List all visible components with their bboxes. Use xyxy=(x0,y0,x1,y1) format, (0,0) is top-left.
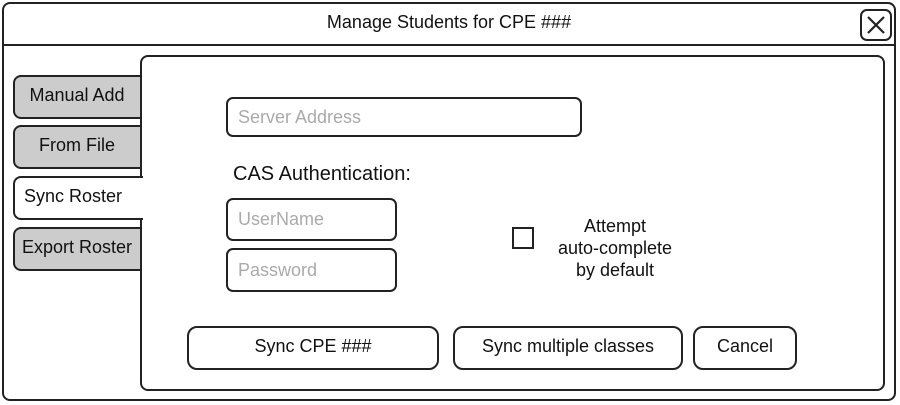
tab-export-roster[interactable]: Export Roster xyxy=(13,227,153,271)
autocomplete-label-line: auto-complete xyxy=(557,238,673,258)
autocomplete-checkbox[interactable] xyxy=(512,227,534,249)
password-input[interactable] xyxy=(226,248,397,292)
sync-multiple-classes-button[interactable]: Sync multiple classes xyxy=(453,326,683,370)
tab-manual-add[interactable]: Manual Add xyxy=(13,75,153,119)
tab-from-file[interactable]: From File xyxy=(13,125,153,169)
sync-cpe-button[interactable]: Sync CPE ### xyxy=(187,326,439,370)
dialog-title: Manage Students for CPE ### xyxy=(326,12,572,32)
server-address-input[interactable] xyxy=(226,97,582,137)
autocomplete-label xyxy=(550,215,680,281)
autocomplete-label-line: Attempt xyxy=(583,216,647,236)
tab-sync-roster[interactable]: Sync Roster xyxy=(13,176,143,220)
autocomplete-label-line: by default xyxy=(575,260,655,280)
close-icon xyxy=(865,14,887,36)
cas-authentication-label: CAS Authentication: xyxy=(233,163,411,185)
username-input[interactable] xyxy=(226,198,397,241)
cancel-button[interactable]: Cancel xyxy=(693,326,797,370)
sync-roster-panel xyxy=(140,55,885,391)
title-bar xyxy=(4,4,894,46)
close-button[interactable] xyxy=(860,9,892,41)
